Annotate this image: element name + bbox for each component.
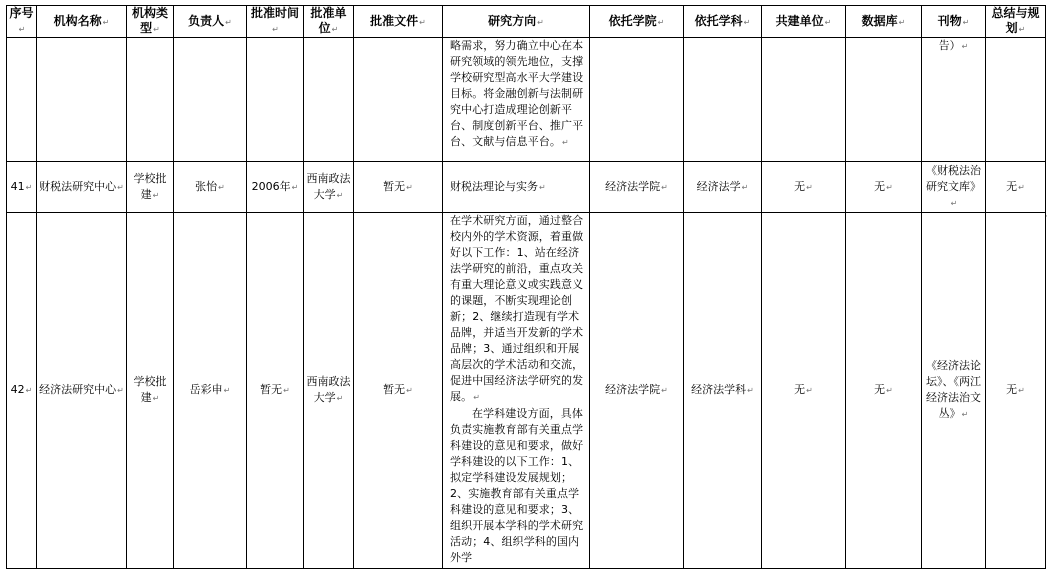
unit-cell: 西南政法大学↵: [304, 162, 354, 213]
summary-cell: 无↵: [986, 213, 1046, 569]
no-cell: 41↵: [7, 162, 37, 213]
no-cell: 42↵: [7, 213, 37, 569]
college-cell: 经济法学院↵: [590, 162, 684, 213]
header-time: 批准时间↵: [247, 6, 304, 38]
discipline-cell: 经济法学↵: [684, 162, 762, 213]
research-institutions-table: [6, 5, 1046, 569]
direction-cell: [443, 213, 590, 569]
direction-cell: 财税法理论与实务↵: [443, 162, 590, 213]
header-database: 数据库↵: [846, 6, 922, 38]
row-end-mark: ·: [1045, 212, 1048, 222]
leader-cell: 岳彩申↵: [174, 213, 247, 569]
partner-cell: 无↵: [762, 162, 846, 213]
unit-cell: 西南政法大学↵: [304, 213, 354, 569]
header-no: 序号↵: [7, 6, 37, 38]
discipline-cell: 经济法学科↵: [684, 213, 762, 569]
header-summary: 总结与规划↵: [986, 6, 1046, 38]
direction-cell: 略需求，努力确立中心在本研究领域的领先地位，支撑学校研究型高水平大学建设目标。将金融创新与法制研究中心打造成理论创新平台、制度创新平台、推广平台、文献与信息平台。↵: [443, 38, 590, 162]
doc-cell: 暂无↵: [354, 213, 443, 569]
header-type: 机构类型↵: [127, 6, 174, 38]
doc-cell: 暂无↵: [354, 162, 443, 213]
college-cell: 经济法学院↵: [590, 213, 684, 569]
header-doc: 批准文件↵: [354, 6, 443, 38]
table-row-42: [7, 213, 1046, 569]
table-row-41: [7, 162, 1046, 213]
table-row-continued: [7, 38, 1046, 162]
header-row: [7, 6, 1046, 38]
time-cell: 暂无↵: [247, 213, 304, 569]
journal-cell: 告）↵: [922, 38, 986, 162]
database-cell: 无↵: [846, 162, 922, 213]
name-cell: 经济法研究中心↵: [37, 213, 127, 569]
header-journal: 刊物↵: [922, 6, 986, 38]
partner-cell: 无↵: [762, 213, 846, 569]
header-leader: 负责人↵: [174, 6, 247, 38]
direction-paragraph-1: 在学术研究方面，通过整合校内外的学术资源，着重做好以下工作：1、站在经济法学研究的前沿，重点攻关有重大理论意义或实践意义的课题，不断实现理论创新；2、继续打造现有学术品牌，并适当开发新的学术品牌；3、通过组织和开展高层次的学术活动和交流，促进中国经济法学研究的发展。↵: [450, 214, 584, 403]
time-cell: 2006年↵: [247, 162, 304, 213]
header-discipline: 依托学科↵: [684, 6, 762, 38]
database-cell: 无↵: [846, 213, 922, 569]
direction-paragraph-2: 在学科建设方面，具体负责实施教育部有关重点学科建设的意见和要求，做好学科建设的以下工作：1、拟定学科建设发展规划；2、实施教育部有关重点学科建设的意见和要求；3、组织开展本学科的学术研究活动；4、组织学科的国内外学: [450, 407, 584, 564]
header-unit: 批准单位↵: [304, 6, 354, 38]
name-cell: 财税法研究中心↵: [37, 162, 127, 213]
summary-cell: 无↵: [986, 162, 1046, 213]
journal-cell: 《经济法论坛》、《两江经济法治文丛》↵: [922, 213, 986, 569]
type-cell: 学校批建↵: [127, 213, 174, 569]
journal-cell: 《财税法治研究文库》↵: [922, 162, 986, 213]
header-college: 依托学院↵: [590, 6, 684, 38]
leader-cell: 张怡↵: [174, 162, 247, 213]
type-cell: 学校批建↵: [127, 162, 174, 213]
header-direction: 研究方向↵: [443, 6, 590, 38]
header-name: 机构名称↵: [37, 6, 127, 38]
header-partner: 共建单位↵: [762, 6, 846, 38]
